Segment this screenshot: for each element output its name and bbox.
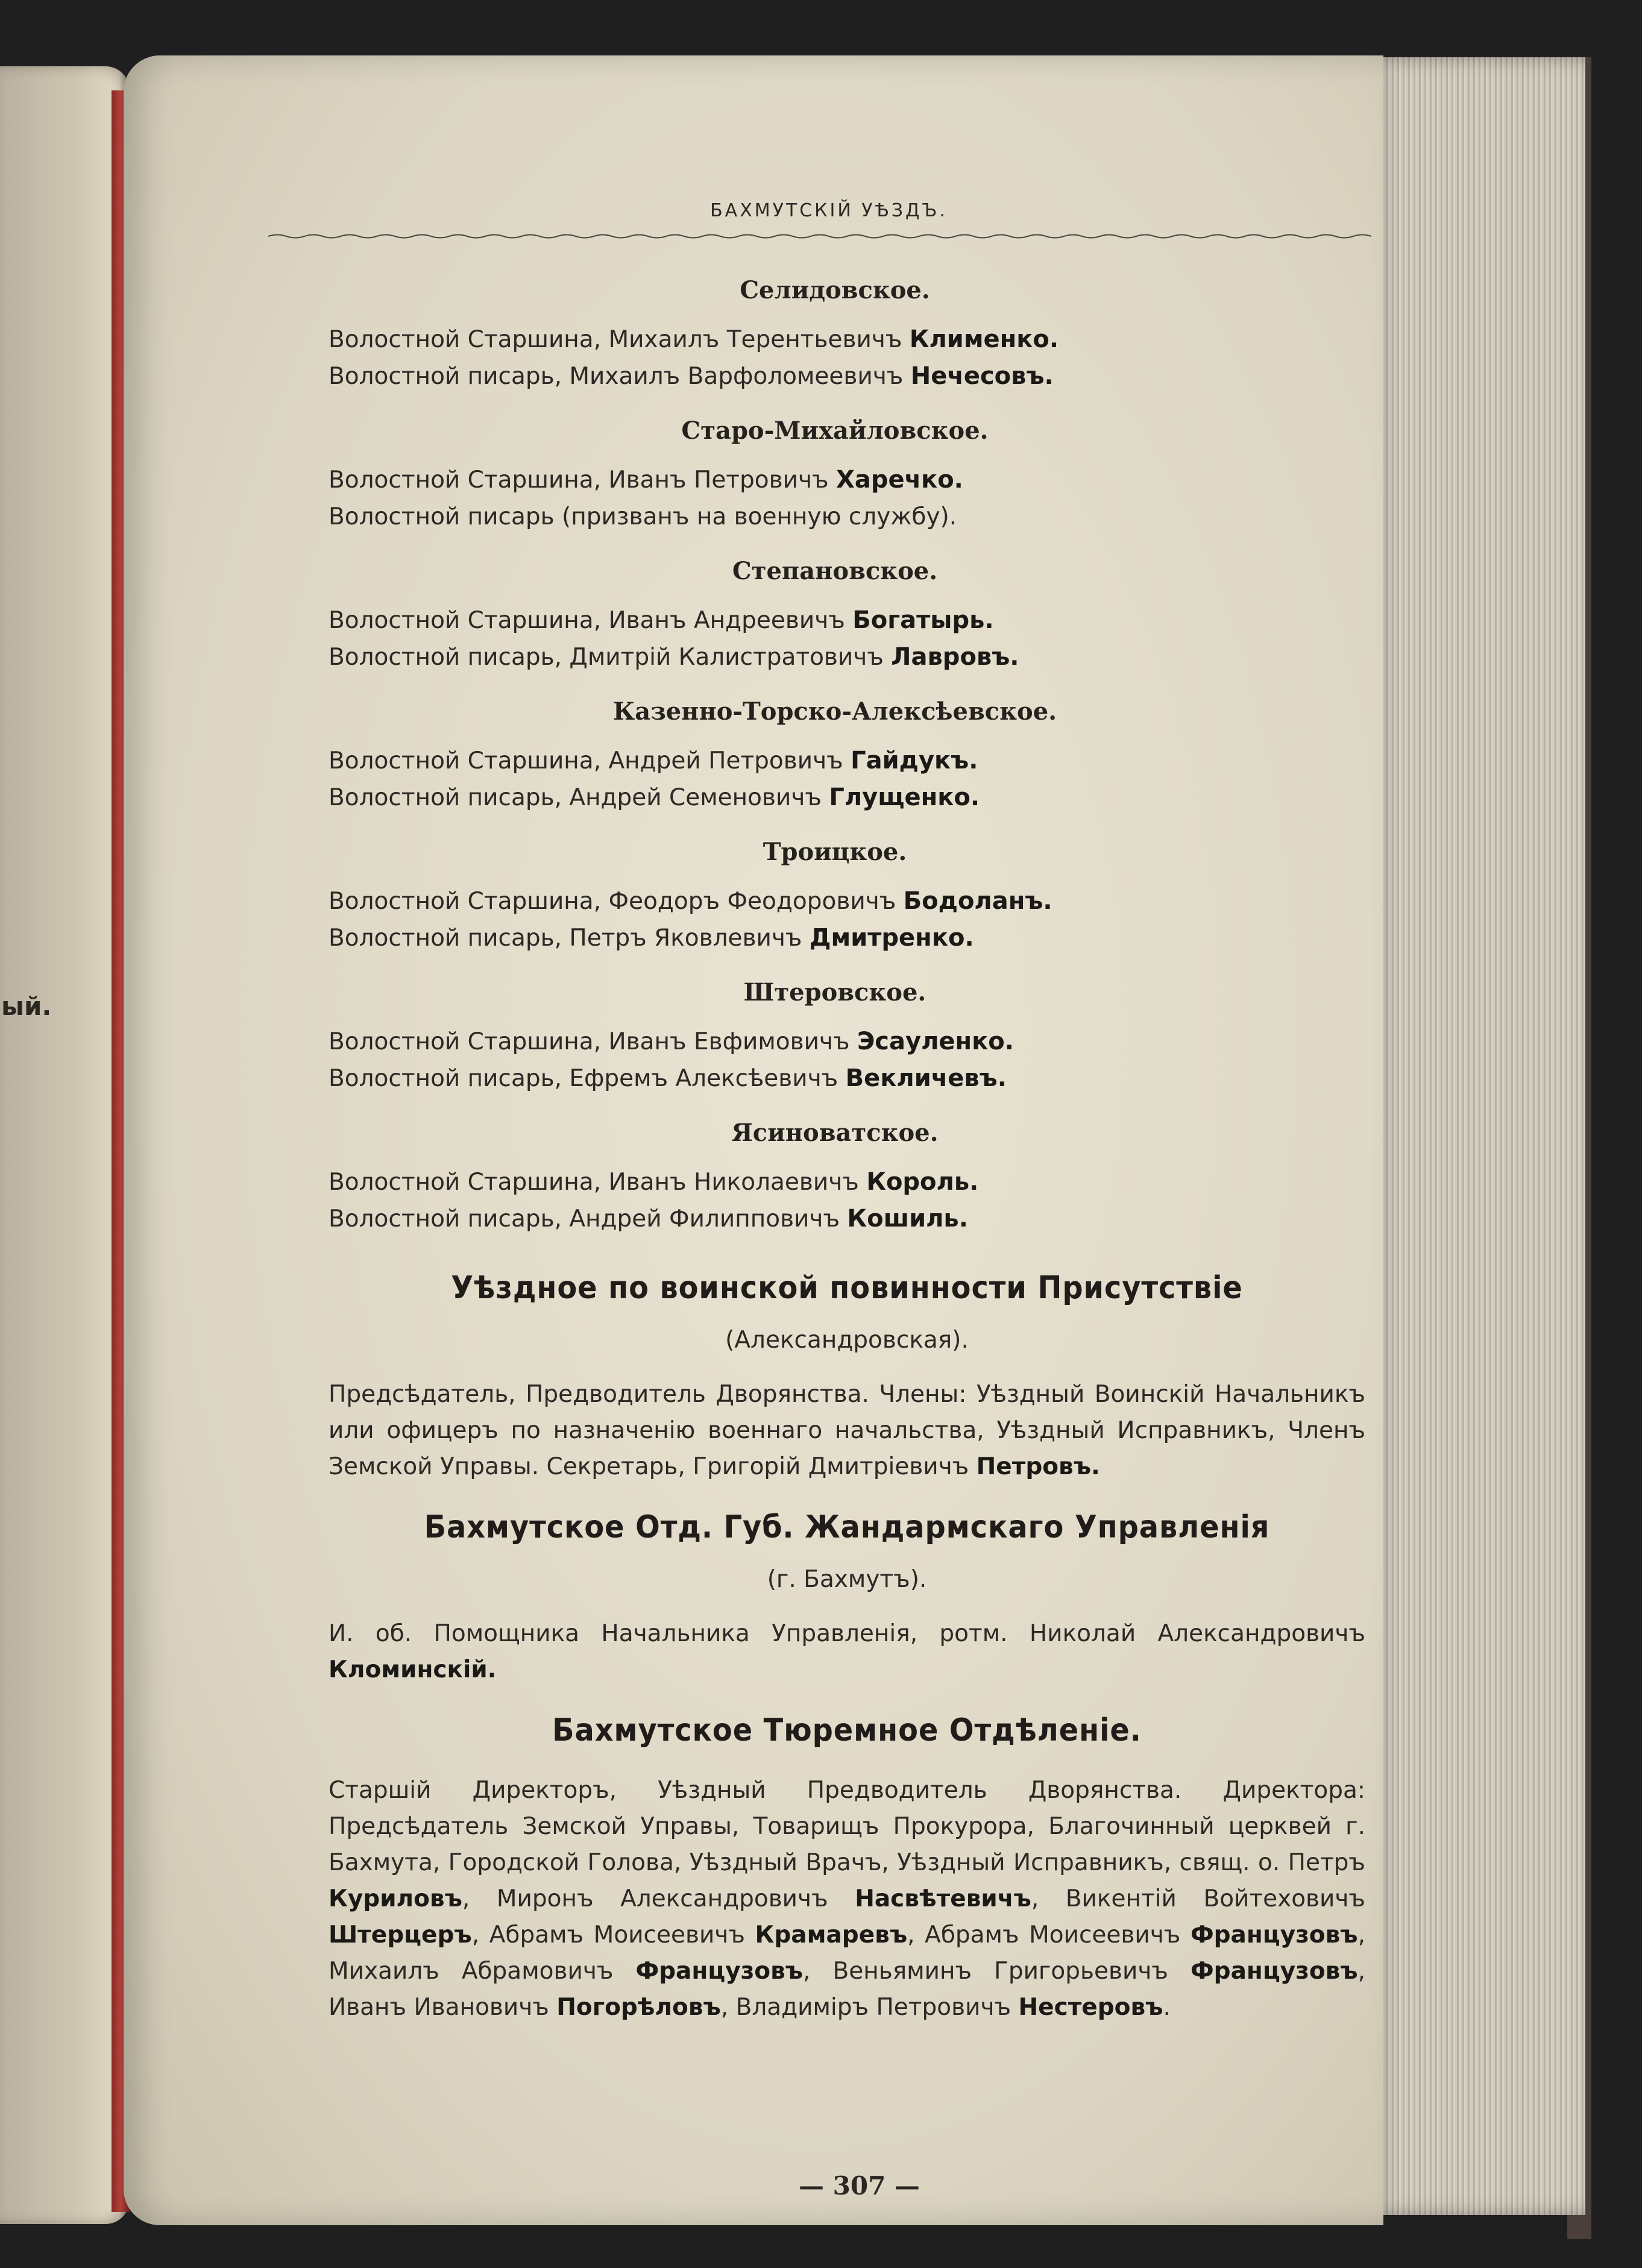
section-paragraph: Старшій Директоръ, Уѣздный Предводитель Дворянства. Директора: Предсѣдатель Земской Управы, Товарищъ Прокурора, Благочинный церквей г. Бахмута, Городской Голова, Уѣздный Врачъ, Уѣздный Исправникъ, свящ. о. Петръ Куриловъ, Миронъ Александровичъ Насвѣтевичъ, Викентій Войтеховичъ Штерцеръ, Абрамъ Моисеевичъ Крамаревъ, Абрамъ Моисеевичъ Французовъ, Михаилъ Абрамовичъ Французовъ, Веньяминъ Григорьевичъ Французовъ, Иванъ Ивановичъ Погорѣловъ, Владиміръ Петровичъ Нестеровъ.: [329, 1777, 1366, 2021]
page-content: [329, 200, 1365, 2026]
volost-title: Степановское.: [732, 557, 938, 585]
clerk-name: Дмитренко.: [809, 924, 974, 952]
volost-title: Казенно-Торско-Алексѣевское.: [612, 697, 1057, 726]
volost-block: [329, 978, 1365, 1097]
running-head: БАХМУТСКІЙ УѢЗДЪ.: [710, 200, 948, 221]
section-title: Бахмутское Тюремное Отдѣленіе.: [552, 1712, 1142, 1748]
previous-page-text-fragment: ый.: [1, 991, 52, 1021]
person-name: Нестеровъ: [1018, 1994, 1163, 2021]
clerk-line: Волостной писарь, Дмитрій Калистратовичъ Лавровъ.: [329, 643, 1019, 671]
person-name: Штерцеръ: [329, 1921, 472, 1949]
clerk-line: Волостной писарь, Ефремъ Алексѣевичъ Векличевъ.: [329, 1064, 1007, 1092]
person-name: Куриловъ: [329, 1885, 462, 1912]
clerk-name: Лавровъ.: [891, 643, 1019, 671]
clerk-name: Нечесовъ.: [910, 362, 1054, 390]
volost-title: Штеровское.: [743, 978, 926, 1007]
person-name: Насвѣтевичъ: [855, 1885, 1031, 1912]
volost-block: [329, 276, 1365, 395]
clerk-line: Волостной писарь, Михаилъ Варфоломеевичъ Нечесовъ.: [329, 362, 1054, 390]
clerk-line: Волостной писарь, Андрей Семеновичъ Глущенко.: [329, 784, 980, 811]
elder-line: Волостной Старшина, Иванъ Андреевичъ Богатырь.: [329, 606, 994, 634]
volost-block: [329, 697, 1365, 816]
volost-title: Селидовское.: [740, 276, 930, 304]
elder-name: Клименко.: [909, 325, 1059, 353]
person-name: Крамаревъ: [755, 1921, 908, 1949]
person-name: Погорѣловъ: [556, 1994, 721, 2021]
section-title: Уѣздное по воинской повинности Присутствіе: [451, 1270, 1243, 1306]
volost-title: Старо-Михайловское.: [681, 416, 989, 445]
section-subtitle: (г. Бахмутъ).: [767, 1566, 927, 1593]
elder-line: Волостной Старшина, Иванъ Николаевичъ Король.: [329, 1168, 979, 1196]
volost-title: Троицкое.: [763, 838, 907, 866]
previous-page-edge: [0, 66, 130, 2224]
military-presence-section: [329, 1270, 1365, 1485]
elder-line: Волостной Старшина, Андрей Петровичъ Гайдукъ.: [329, 747, 978, 774]
volost-title: Ясиноватское.: [731, 1119, 939, 1147]
clerk-line: Волостной писарь (призванъ на военную службу).: [329, 503, 957, 530]
header-rule: [268, 232, 1371, 240]
gendarme-section: [329, 1509, 1365, 1688]
elder-name: Бодоланъ.: [903, 887, 1052, 915]
document-page: [124, 55, 1383, 2225]
volost-block: [329, 416, 1365, 535]
clerk-line: Волостной писарь, Андрей Филипповичъ Кошиль.: [329, 1205, 968, 1233]
person-name: Петровъ.: [976, 1453, 1100, 1480]
volost-block: [329, 557, 1365, 676]
elder-name: Эсауленко.: [857, 1028, 1014, 1055]
prison-section: [329, 1712, 1365, 2026]
elder-line: Волостной Старшина, Михаилъ Терентьевичъ Клименко.: [329, 325, 1059, 353]
page-stack-edge: [1368, 57, 1585, 2215]
elder-line: Волостной Старшина, Феодоръ Феодоровичъ Бодоланъ.: [329, 887, 1052, 915]
person-name: Французовъ: [635, 1958, 804, 1985]
person-name: Французовъ: [1190, 1921, 1358, 1949]
section-title: Бахмутское Отд. Губ. Жандармскаго Управленія: [424, 1509, 1270, 1545]
clerk-name: Векличевъ.: [845, 1064, 1007, 1092]
elder-line: Волостной Старшина, Иванъ Евфимовичъ Эсауленко.: [329, 1028, 1014, 1055]
person-name: Кломинскій.: [329, 1656, 497, 1683]
clerk-line: Волостной писарь, Петръ Яковлевичъ Дмитренко.: [329, 924, 974, 952]
section-subtitle: (Александровская).: [725, 1327, 969, 1354]
elder-name: Гайдукъ.: [851, 747, 978, 774]
elder-name: Король.: [866, 1168, 979, 1196]
page-number: — 307 —: [799, 2171, 920, 2200]
section-paragraph: И. об. Помощника Начальника Управленія, ротм. Николай Александровичъ Кломинскій.: [329, 1620, 1365, 1683]
volost-block: [329, 1119, 1365, 1237]
volost-block: [329, 838, 1365, 957]
clerk-name: Кошиль.: [847, 1205, 968, 1233]
section-paragraph: Предсѣдатель, Предводитель Дворянства. Члены: Уѣздный Воинскій Начальникъ или офицеръ по назначенію военнаго начальства, Уѣздный Исправникъ, Членъ Земской Управы. Секретарь, Григорій Дмитріевичъ Петровъ.: [329, 1381, 1365, 1480]
person-name: Французовъ: [1190, 1958, 1358, 1985]
elder-line: Волостной Старшина, Иванъ Петровичъ Харечко.: [329, 466, 963, 494]
elder-name: Богатырь.: [852, 606, 994, 634]
clerk-name: Глущенко.: [829, 784, 980, 811]
elder-name: Харечко.: [836, 466, 963, 494]
